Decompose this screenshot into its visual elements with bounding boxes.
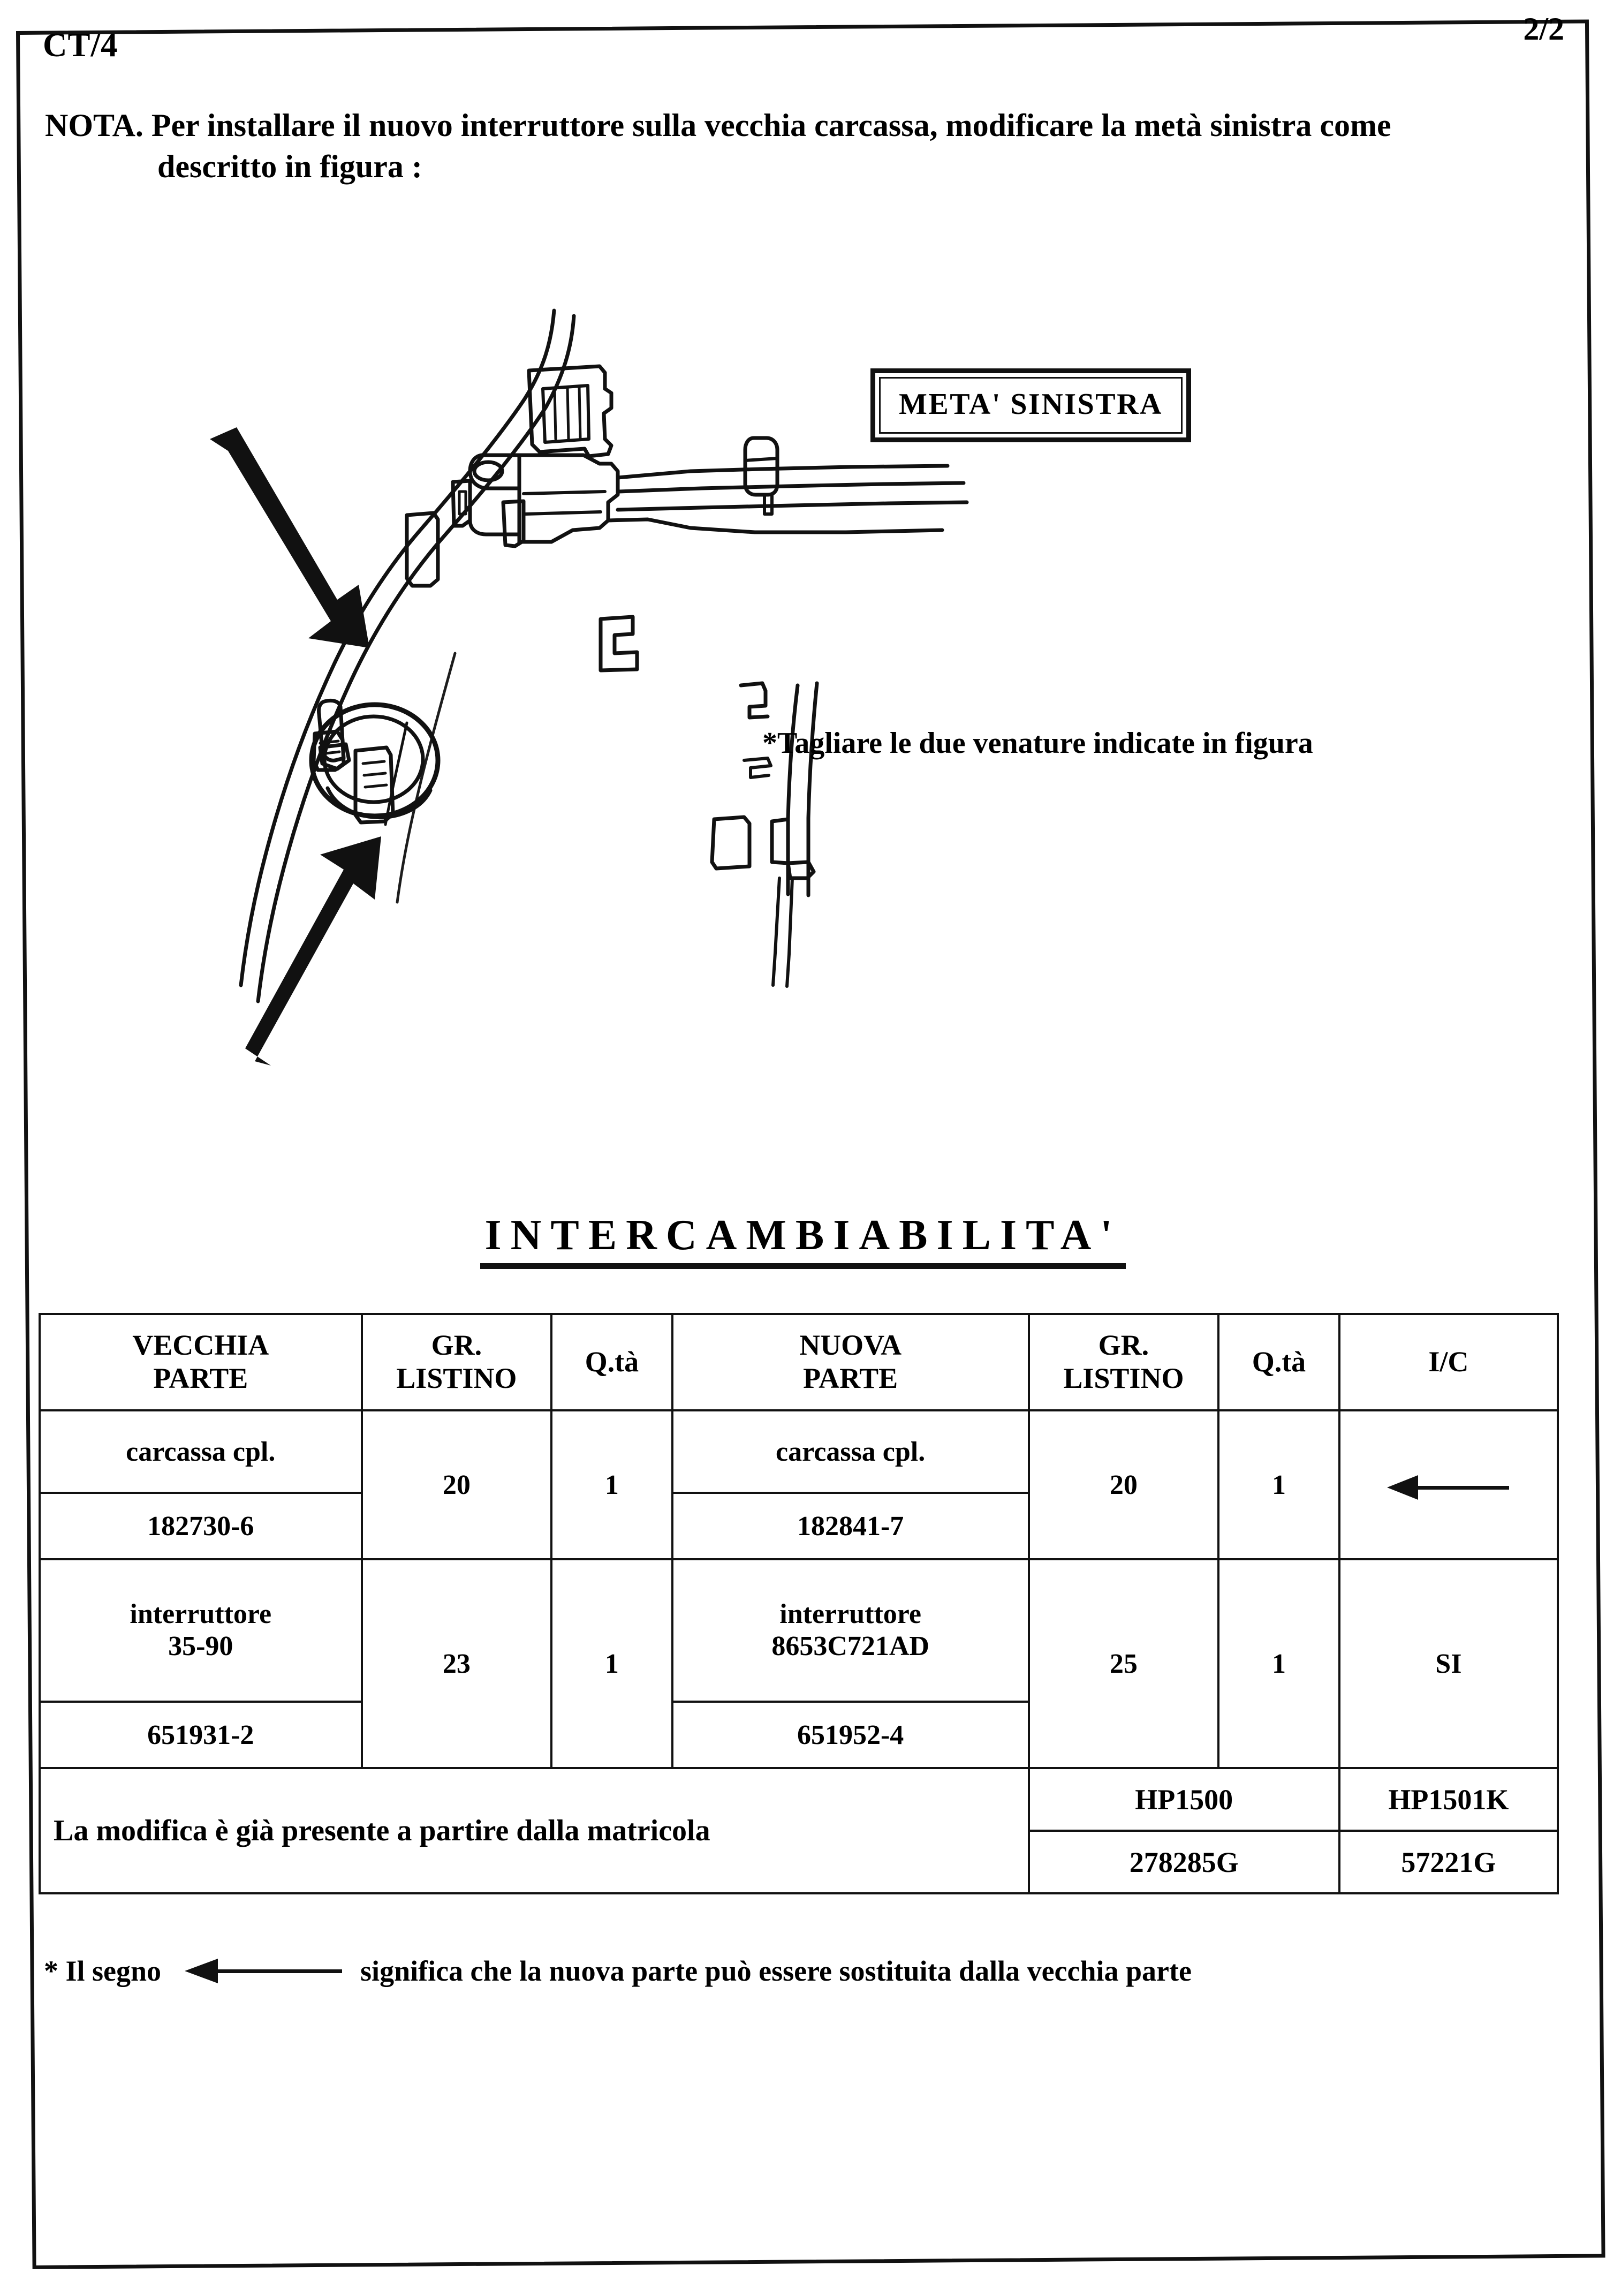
row1-ic-cell	[1339, 1410, 1558, 1559]
row2-new-gr-listino: 25	[1029, 1559, 1219, 1768]
document-code: CT/4	[43, 26, 118, 64]
matricola-model-right: HP1501K	[1339, 1768, 1558, 1831]
header-old-gr-line2: LISTINO	[396, 1362, 517, 1394]
row2-old-part-line1: interruttore	[130, 1598, 272, 1629]
section-title	[0, 1211, 1606, 1269]
header-old-part-line2: PARTE	[153, 1362, 248, 1394]
header-new-gr-line2: LISTINO	[1063, 1362, 1184, 1394]
meta-sinistra-callout-box	[870, 368, 1191, 442]
header-new-gr-listino	[1029, 1314, 1219, 1410]
legend-prefix: * Il segno	[44, 1955, 162, 1987]
page-number: 2/2	[1523, 11, 1564, 47]
row2-old-qta: 1	[551, 1559, 672, 1768]
header-new-gr-line1: GR.	[1098, 1329, 1149, 1362]
row1-old-part-code: 182730-6	[40, 1493, 362, 1559]
row1-old-qta: 1	[551, 1410, 672, 1559]
arrow-left-icon	[1387, 1475, 1510, 1500]
header-old-qta: Q.tà	[551, 1314, 672, 1410]
row2-ic-cell: SI	[1339, 1559, 1558, 1768]
matricola-serial-left: 278285G	[1029, 1831, 1339, 1893]
meta-sinistra-inner-border	[879, 377, 1183, 434]
header-new-part	[672, 1314, 1029, 1410]
header-old-part	[40, 1314, 362, 1410]
table-header-row	[40, 1314, 1558, 1410]
matricola-row-models	[40, 1768, 1558, 1831]
header-new-part-line2: PARTE	[803, 1362, 898, 1394]
row2-new-part-line2: 8653C721AD	[771, 1631, 929, 1661]
header-ic: I/C	[1339, 1314, 1558, 1410]
row2-old-part-name	[40, 1559, 362, 1702]
arrow-left-icon	[185, 1959, 345, 1983]
row1-old-part-name: carcassa cpl.	[40, 1410, 362, 1493]
note-line-1: NOTA. Per installare il nuovo interruttore sulla vecchia carcassa, modificare la metà sinistra come	[45, 108, 1391, 143]
header-old-gr-line1: GR.	[431, 1329, 482, 1362]
row2-new-part-line1: interruttore	[779, 1598, 921, 1629]
row1-new-qta: 1	[1218, 1410, 1339, 1559]
row2-new-part-name	[672, 1559, 1029, 1702]
row2-old-gr-listino: 23	[362, 1559, 552, 1768]
header-new-qta: Q.tà	[1218, 1314, 1339, 1410]
meta-sinistra-label: META' SINISTRA	[899, 388, 1163, 421]
table-row	[40, 1559, 1558, 1702]
legend-note	[44, 1954, 1192, 1988]
note-line-2: descritto in figura :	[157, 148, 422, 184]
legend-text: significa che la nuova parte può essere sostituita dalla vecchia parte	[360, 1955, 1192, 1987]
table-row	[40, 1410, 1558, 1493]
header-old-part-line1: VECCHIA	[132, 1329, 269, 1362]
row2-old-part-line2: 35-90	[168, 1631, 233, 1661]
callout-arrow-upper	[210, 427, 369, 648]
row2-new-qta: 1	[1218, 1559, 1339, 1768]
header-old-gr-listino	[362, 1314, 552, 1410]
row2-old-part-code: 651931-2	[40, 1702, 362, 1768]
header-new-part-line1: NUOVA	[799, 1329, 902, 1362]
matricola-model-left: HP1500	[1029, 1768, 1339, 1831]
row1-new-part-code: 182841-7	[672, 1493, 1029, 1559]
section-title-text: INTERCAMBIABILITA'	[480, 1211, 1125, 1269]
row1-new-part-name: carcassa cpl.	[672, 1410, 1029, 1493]
row2-new-part-code: 651952-4	[672, 1702, 1029, 1768]
note-paragraph	[45, 105, 1528, 187]
row1-new-gr-listino: 20	[1029, 1410, 1219, 1559]
row1-old-gr-listino: 20	[362, 1410, 552, 1559]
matricola-label: La modifica è già presente a partire dalla matricola	[40, 1768, 1029, 1893]
matricola-serial-right: 57221G	[1339, 1831, 1558, 1893]
cut-veins-annotation: *Tagliare le due venature indicate in figura	[762, 727, 1313, 760]
interchangeability-table	[39, 1313, 1559, 1894]
